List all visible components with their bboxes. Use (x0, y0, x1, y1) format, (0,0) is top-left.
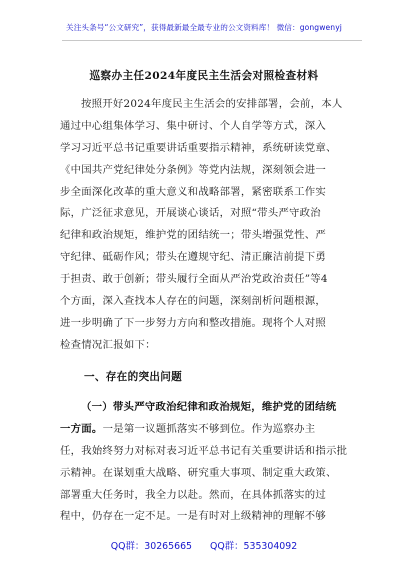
subsection-paragraph (60, 397, 356, 528)
footer-qq-group-1: QQ群：30265665 (110, 541, 193, 552)
paragraph-line: 纪律和政治规矩，维护党的团结统一；带头增强党性、严 (60, 229, 327, 242)
header-banner: 关注头条号“公文研究”，获得最新最全最专业的公文资料库！ 微信：gongwenyj (66, 23, 342, 32)
paragraph-line: 部署重大任务时，我全力以赴。然而，在具体抓落实的过 (60, 488, 327, 501)
paragraph-line: 个方面，深入查找本人存在的问题，深刻剖析问题根源， (60, 295, 327, 308)
footer-qq-group-2: QQ群：535304092 (210, 541, 298, 552)
paragraph-line: 程中，仍存在一定不足。一是有时对上级精神的理解不够 (60, 510, 327, 523)
document-title: 巡察办主任2024年度民主生活会对照检查材料 (89, 70, 319, 82)
paragraph-line: 检查情况汇报如下： (60, 338, 156, 351)
subsection-heading-cont: 一方面。 (60, 422, 103, 435)
footer-contacts (0, 538, 408, 552)
header-divider (62, 40, 362, 41)
paragraph-line: 步全面深化改革的重大意义和战略部署，紧密联系工作实 (60, 185, 327, 198)
paragraph-line: 于担责、敢于创新；带头履行全面从严治党政治责任”等4 (60, 273, 328, 286)
paragraph-line: 守纪律、砥砺作风；带头在遵规守纪、清正廉洁前提下勇 (60, 251, 327, 264)
paragraph-line: 按照开好2024年度民主生活会的安排部署，会前，本人 (81, 98, 343, 110)
paragraph-line: 学习习近平总书记重要讲话重要指示精神，系统研读党章、 (60, 141, 337, 154)
paragraph-line: 通过中心组集体学习、集中研讨、个人自学等方式，深入 (60, 119, 327, 132)
intro-paragraph (60, 94, 356, 357)
paragraph-line: 一是第一议题抓落实不够到位。作为巡察办主 (102, 422, 316, 435)
paragraph-line: 示精神。在谋划重大战略、研究重大事项、制定重大政策、 (60, 466, 337, 479)
section-heading: 一、存在的突出问题 (84, 371, 183, 383)
paragraph-line: 进一步明确了下一步努力方向和整改措施。现将个人对照 (60, 316, 327, 329)
paragraph-line: 际，广泛征求意见，开展谈心谈话，对照“带头严守政治 (60, 207, 321, 220)
paragraph-line: 《中国共产党纪律处分条例》等党内法规，深刻领会进一 (60, 163, 327, 176)
paragraph-line: 任，我始终努力对标对表习近平总书记有关重要讲话和指示批 (60, 444, 348, 457)
subsection-heading: （一）带头严守政治纪律和政治规矩，维护党的团结统 (81, 401, 337, 413)
